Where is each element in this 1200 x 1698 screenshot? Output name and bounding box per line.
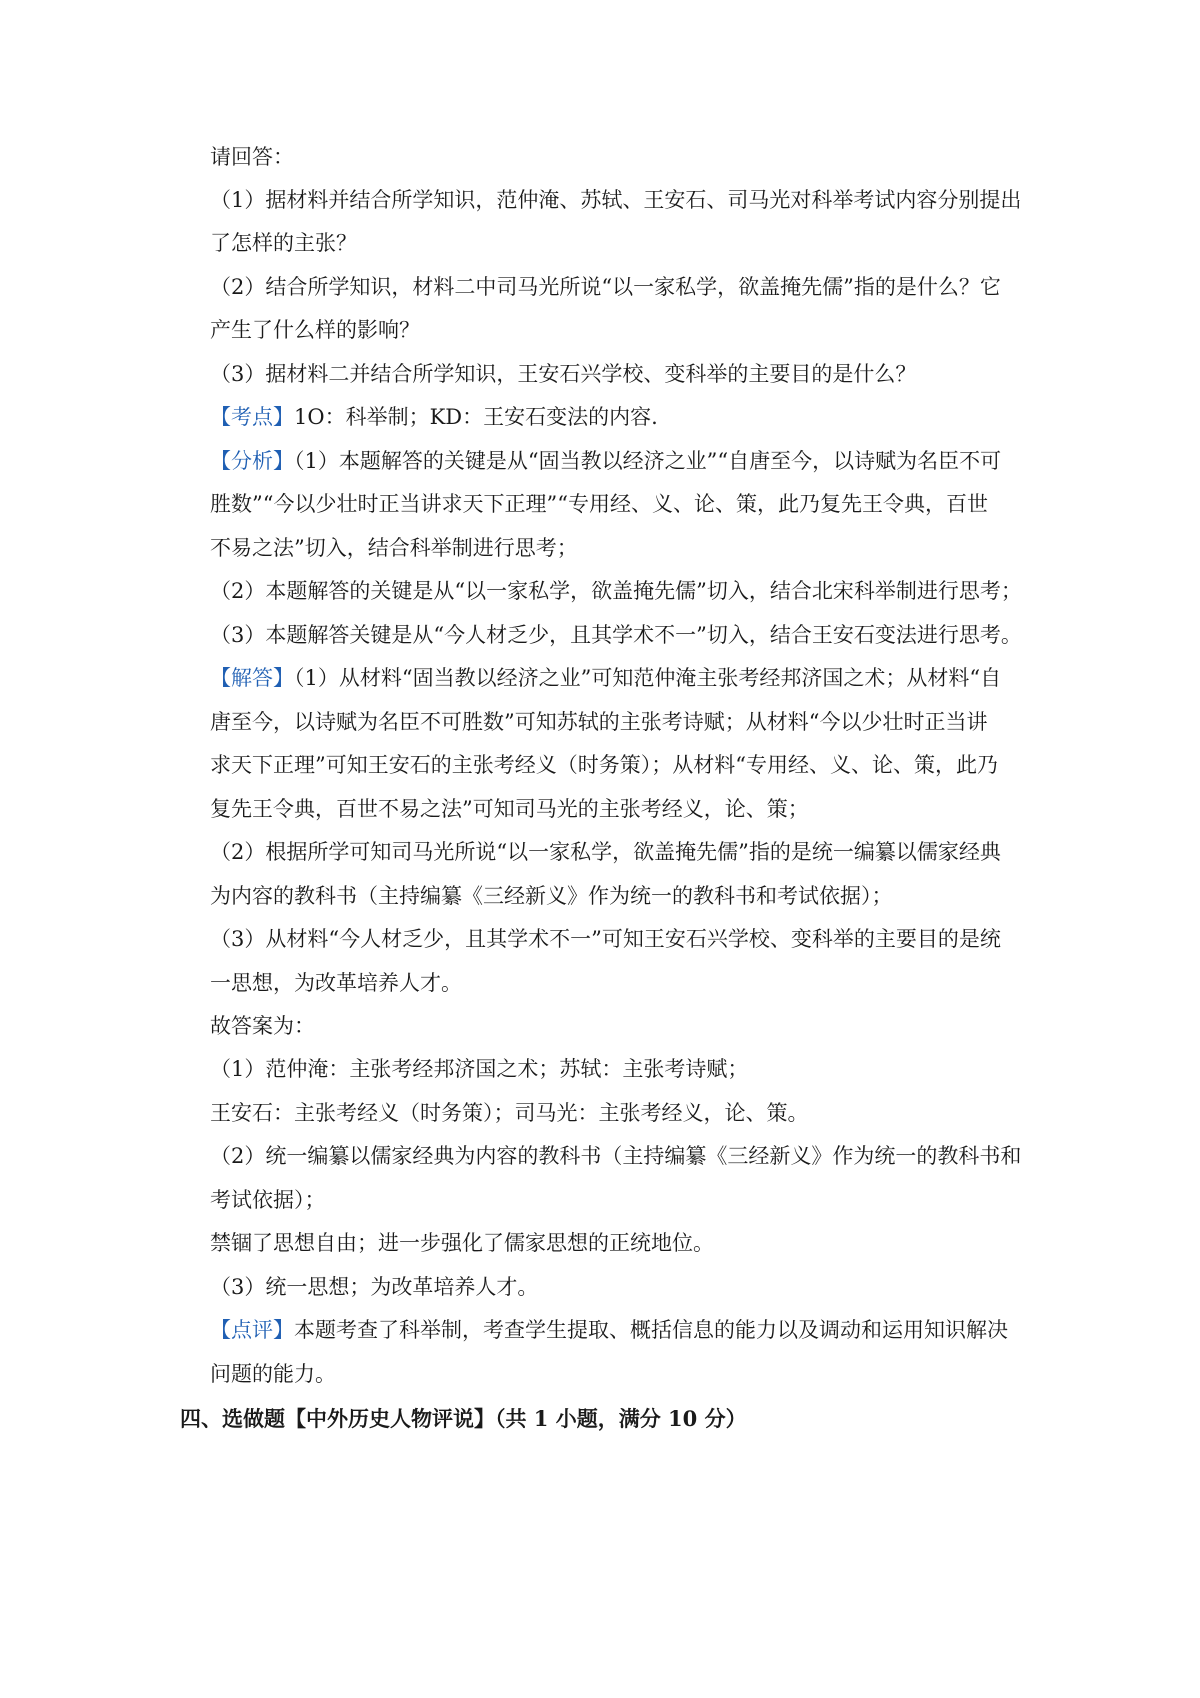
text-line	[210, 1359, 1030, 1389]
line-text: （3）据材料二并结合所学知识，王安石兴学校、变科举的主要目的是什么？	[210, 362, 917, 386]
line-text: （3）本题解答关键是从“今人材乏少，且其学术不一”切入，结合王安石变法进行思考。	[210, 623, 1022, 647]
text-line	[210, 489, 1030, 519]
line-text: （1）从材料“固当教以经济之业”可知范仲淹主张考经邦济国之术；从材料“自	[294, 666, 1002, 690]
section-tag: 【分析】	[210, 449, 294, 473]
line-text: 求天下正理”可知王安石的主张考经义（时务策）；从材料“专用经、义、论、策，此乃	[210, 753, 998, 777]
line-text: 请回答：	[210, 145, 294, 169]
line-text: 不易之法”切入，结合科举制进行思考；	[210, 536, 578, 560]
line-text: 一思想，为改革培养人才。	[210, 971, 462, 995]
text-line	[210, 707, 1030, 737]
text-line	[210, 576, 1030, 606]
line-text: （2）统一编纂以儒家经典为内容的教科书（主持编纂《三经新义》作为统一的教科书和	[210, 1144, 1022, 1168]
line-text: 为内容的教科书（主持编纂《三经新义》作为统一的教科书和考试依据）；	[210, 884, 893, 908]
line-text: （2）根据所学可知司马光所说“以一家私学，欲盖掩先儒”指的是统一编纂以儒家经典	[210, 840, 1001, 864]
text-line	[210, 1011, 1030, 1041]
section-heading: 四、选做题【中外历史人物评说】（共 1 小题，满分 10 分）	[180, 1406, 747, 1431]
line-text: 问题的能力。	[210, 1362, 336, 1386]
text-line	[210, 1054, 1030, 1084]
text-line	[210, 142, 1030, 172]
text-line	[210, 402, 1030, 432]
text-line	[210, 446, 1030, 476]
line-text: （2）结合所学知识，材料二中司马光所说“以一家私学，欲盖掩先儒”指的是什么？它	[210, 275, 1001, 299]
line-text: 王安石：主张考经义（时务策）；司马光：主张考经义，论、策。	[210, 1101, 809, 1125]
line-text: （3）统一思想；为改革培养人才。	[210, 1275, 539, 1299]
line-text: 产生了什么样的影响？	[210, 318, 420, 342]
line-text: 本题考查了科举制，考查学生提取、概括信息的能力以及调动和运用知识解决	[294, 1318, 1008, 1342]
line-text: 胜数”“今以少壮时正当讲求天下正理”“专用经、义、论、策，此乃复先王令典，百世	[210, 492, 988, 516]
line-text: （2）本题解答的关键是从“以一家私学，欲盖掩先儒”切入，结合北宋科举制进行思考；	[210, 579, 1022, 603]
text-line	[210, 924, 1030, 954]
text-line	[210, 663, 1030, 693]
line-text: 禁锢了思想自由；进一步强化了儒家思想的正统地位。	[210, 1231, 714, 1255]
text-line	[210, 1315, 1030, 1345]
text-line	[210, 1185, 1030, 1215]
line-text: 复先王令典，百世不易之法”可知司马光的主张考经义，论、策；	[210, 797, 809, 821]
text-line	[210, 1228, 1030, 1258]
text-line	[210, 968, 1030, 998]
text-line	[210, 1272, 1030, 1302]
text-line	[210, 228, 1030, 258]
line-text: （3）从材料“今人材乏少，且其学术不一”可知王安石兴学校、变科举的主要目的是统	[210, 927, 1001, 951]
line-text: 1O：科举制；KD：王安石变法的内容.	[294, 405, 658, 429]
line-text: （1）据材料并结合所学知识，范仲淹、苏轼、王安石、司马光对科举考试内容分别提出	[210, 188, 1022, 212]
text-line	[210, 881, 1030, 911]
text-line	[210, 533, 1030, 563]
line-text: 唐至今，以诗赋为名臣不可胜数”可知苏轼的主张考诗赋；从材料“今以少壮时正当讲	[210, 710, 988, 734]
section-tag: 【考点】	[210, 405, 294, 429]
text-line	[210, 315, 1030, 345]
text-line	[210, 272, 1030, 302]
line-text: 考试依据）；	[210, 1188, 326, 1212]
text-line	[210, 1141, 1030, 1171]
text-line	[210, 794, 1030, 824]
text-line	[210, 185, 1030, 215]
text-line	[210, 359, 1030, 389]
text-line	[210, 837, 1030, 867]
text-line	[210, 750, 1030, 780]
text-line	[210, 620, 1030, 650]
line-text: 了怎样的主张？	[210, 231, 357, 255]
line-text: 故答案为：	[210, 1014, 315, 1038]
line-text: （1）本题解答的关键是从“固当教以经济之业”“自唐至今，以诗赋为名臣不可	[294, 449, 1002, 473]
line-text: （1）范仲淹：主张考经邦济国之术；苏轼：主张考诗赋；	[210, 1057, 749, 1081]
text-line	[210, 1098, 1030, 1128]
section-tag: 【解答】	[210, 666, 294, 690]
section-tag: 【点评】	[210, 1318, 294, 1342]
